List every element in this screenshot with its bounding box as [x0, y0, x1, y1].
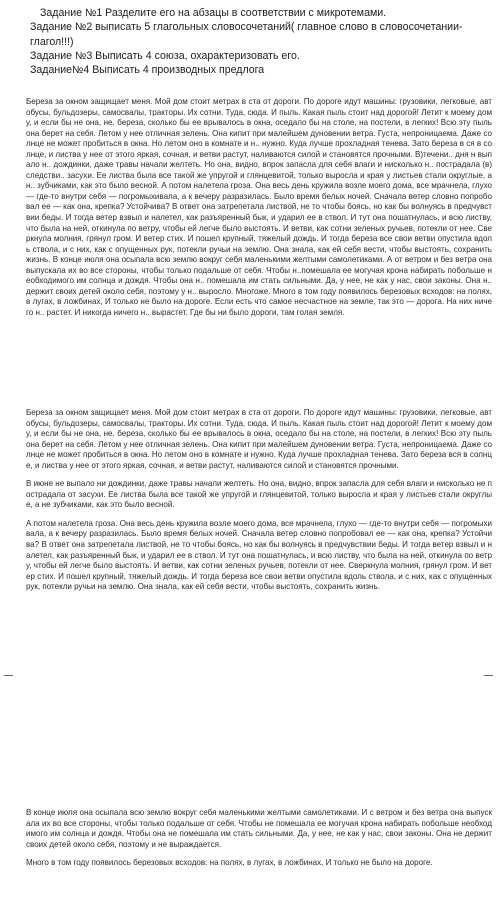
divided-text-block [26, 408, 492, 593]
paragraph-3: А потом налетела гроза. Она весь день кружила возле моего дома, все мрачнела, глухо — где-то внутри себя — погромыхивала, а к вечеру разразилась. Было время белых ночей. Сначала ветер словно попробовал ее — как она, крепка? Устойчива? В ответ она затрепетала листвой, не то чтобы боясь, но как бы волнуясь в предчувствии беды. И тогда ветер взвыл и налетел, как разъяренный бык, и ударил ее в ствол. И тут она пошатнулась, и всю листву, что была на ней, откинула по ветру, чтобы ей легче было выстоять. И ветви, как сотни зеленых ручьев, потекли от нее. Сверкнула молния, грянул гром. И ветер стих. И пошел крупный, тяжелый дождь. И тогда береза все свои ветви опустила вдоль ствола, и с них, как с опущенных рук, потекли ручьи на землю. Она знала, как ей себя вести, чтобы выстоять, сохранить жизнь. [26, 518, 492, 592]
task-1: Задание №1 Разделите его на абзацы в соответствии с микротемами. [40, 7, 387, 19]
task-3: Задание №3 Выписать 4 союза, охарактеризовать его. [30, 49, 300, 62]
task-4: Задание№4 Выписать 4 производных предлога [30, 64, 265, 77]
page-corner-mark-right [484, 675, 493, 676]
paragraph-1: Береза за окном защищает меня. Мой дом стоит метрах в ста от дороги. По дороге идут машины: грузовики, легковые, автобусы, бульдозеры, самосвалы, тракторы. Их сотни. Туда, сюда. И пыль. Какая пыль стоит над дорогой! Летит к моему дому, и если бы не она, не. береза, сколько бы ее врывалось в окна, оседало бы на столе, на постели, в легких! Всю эту пыль она берет на себя. Летом у нее отличная зелень. Она кипит при малейшем дуновении ветра. Густа, непроницаема. Даже солнце не может пробиться в окна. Но летом оно в комнате и нужно. Куда лучше прохладная тенева. Зато береза вся в солнце, и листва у нее от этого яркая, сочная, и ветви растут, наливаются силой и становятся прочными. [26, 408, 492, 470]
paragraph-2: В июне не выпало ни дождинки, даже травы начали желтеть. Но она, видно, впрок запасла для себя влаги и нисколько не пострадала от засухи. Ее листва была все такой же упругой и глянцевитой, только выросла и края у листьев стали округлые, а не зубчиками, как это было весной. [26, 479, 492, 510]
original-text: Береза за окном защищает меня. Мой дом стоит метрах в ста от дороги. По дороге идут машины: грузовики, легковые, автобусы, бульдозеры, самосвалы, тракторы. Их сотни. Туда, сюда. И пыль. Какая пыль стоит над дорогой! Летит к моему дому, и если бы не она, не. береза, сколько бы ее врывалось в окна, оседало бы на столе, на постели, в легких! Всю эту пыль она берет на себя. Летом у нее отличная зелень. Она кипит при малейшем дуновении ветра. Густа, непроницаема. Даже солнце не может пробиться в окна. Но летом оно в комнате и н.. нужно. Куда лучше прохладная тенева. Зато береза в ся в солнце, и листва у нее от этого яркая, сочная, и ветви растут, наливаются силой и становятся прочными. В)течени.. дня н выпало н.. дождинки, даже травы начали желтеть. Но она, видно, впрок запасла для себя влаги и нисколько н.. пострадала (в)следстви.. засухи. Ее листва была все такой же упругой и глянцевитой, только выросла и края у листьев стали округлые, а н.. зубчиками, как это было весной. А потом налетела гроза. Она весь день кружила возле моего дома, все мрачнела, глухо — где-то внутри себя — погромыхивала, а к вечеру разразилась. Было время белых ночей. Сначала ветер словно попробовал ее — как она, крепка? Устойчива? В ответ она затрепетала листвой, не то чтобы боясь, но как бы волнуясь в предчувствии беды. И тогда ветер взвыл и налетел, как разъяренный бык, и ударил ее в ствол. И тут она пошатнулась, и всю листву, что была на ней, откинула по ветру, чтобы ей легче было выстоять. И ветви, как сотни зеленых ручьев, потекли от нее. Сверкнула молния, грянул гром. И ветер стих. И пошел крупный, тяжелый дождь. И тогда береза все свои ветви опустила вдоль ствола, и с них, как с опущенных рук, потекли ручьи на землю. Она знала, как ей себя вести, чтобы выстоять, сохранить жизнь. В конце июля она осыпала всю землю вокруг себя маленькими желтыми самолетиками. А от ветром и без ветра она выпускала их во все стороны, чтобы только подальше от себя. Чтобы н..помешала ее могучая крона набирать побольше необходимого им солнца и дождя. Чтобы она н.. помешала им стать сильными. Да, у нее, не как у нас, свои законы. Она н.. держит своих детей около себя, поэтому у н.. выросло. Многоже. Много в том году появилось березовых всходов: на полях, в лугах, в ложбинах, И только не было на дороге. Если есть что самое несчастное на земле, так это — дорога. На них ничего н.. растет. И никогда ничего н.. вырастет. Где бы ни было дороги, там голая земля. [26, 97, 492, 317]
paragraph-5: Много в том году появилось березовых всходов: на полях, в лугах, в ложбинах, И только не было на дороге. [26, 858, 433, 868]
task-list [30, 6, 490, 77]
paragraph-4: В конце июля она осыпала всю землю вокруг себя маленькими желтыми самолетиками. И с ветром и без ветра она выпускала их во все стороны, чтобы только подальше от себя. Чтобы не помешала ее могучая крона набирать побольше необходимого им солнца и дождя. Чтобы она не помешала им стать сильными. Да, у нее, не как у нас, свои законы. Она не держит своих детей около себя, поэтому и не выраждается. [26, 808, 492, 849]
task-2: Задание №2 выписать 5 глагольных словосочетаний( главное слово в словосочетании- глагол!!!) [30, 21, 463, 48]
divided-text-continuation [26, 808, 492, 869]
original-text-block [26, 97, 492, 318]
page-gap [0, 672, 500, 794]
page-corner-mark-left [4, 675, 13, 676]
